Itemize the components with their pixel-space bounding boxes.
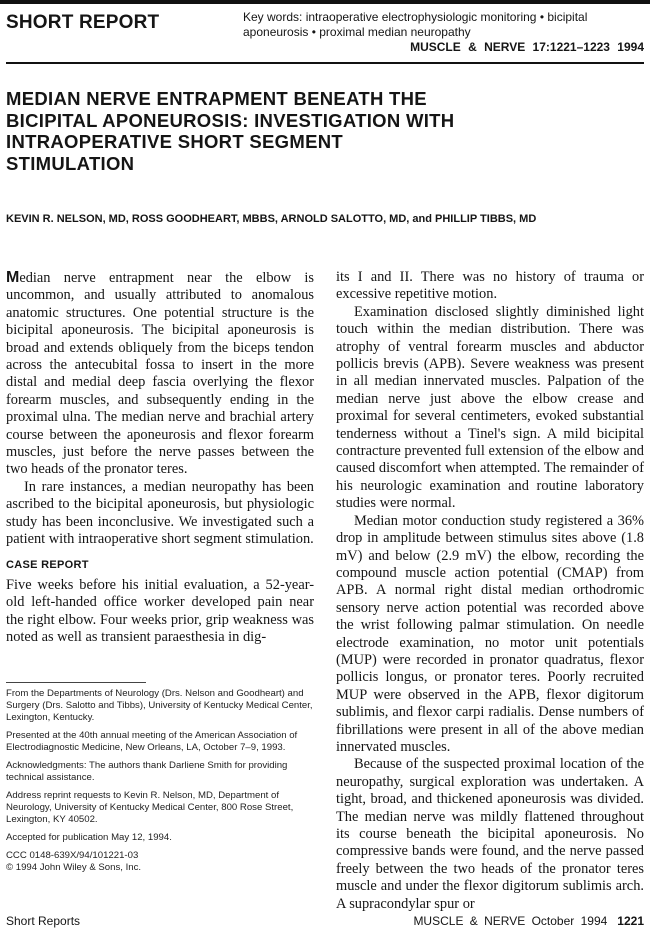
article-title: MEDIAN NERVE ENTRAPMENT BENEATH THE BICIPITAL APONEUROSIS: INVESTIGATION WITH INTRAOPERATIVE SHORT SEGMENT STIMULATION <box>6 88 455 174</box>
footnote-accepted: Accepted for publication May 12, 1994. <box>6 832 172 843</box>
drop-cap: M <box>6 269 20 286</box>
footnote-reprints: Address reprint requests to Kevin R. Nelson, MD, Department of Neurology, University of Kentucky Medical Center, 800 Rose Street, Lexington, KY 40502. <box>6 790 294 825</box>
right-column <box>336 269 644 913</box>
header-rule <box>6 62 644 64</box>
footnote-presented: Presented at the 40th annual meeting of the American Association of Electrodiagnostic Medicine, New Orleans, LA, October 7–9, 1993. <box>6 730 298 753</box>
surgery-paragraph: Because of the suspected proximal location of the neuropathy, surgical exploration was undertaken. A tight, broad, and thickened aponeurosis was divided. The median nerve was mildly flattened throughout its course beneath the bicipital aponeurosis. No compressive bands were found, and the nerve passed freely between the two heads of the pronator teres muscle and under the flexor digitorum sublimis arch. A supracondylar spur or <box>336 756 644 912</box>
keywords: Key words: intraoperative electrophysiologic monitoring • bicipital aponeurosis • proximal median neuropathy <box>243 10 588 39</box>
footnote-ccc: CCC 0148-639X/94/101221-03 <box>6 850 139 861</box>
case-paragraph: Five weeks before his initial evaluation, a 52-year-old left-handed office worker developed pain near the right elbow. Four weeks prior, grip weakness was noted as well as transient paraesthesia in dig- <box>6 576 314 646</box>
intro-paragraph-2: In rare instances, a median neuropathy has been ascribed to the bicipital aponeurosis, but physiologic study has been inconclusive. We investigated such a patient with intraoperative short segment stimulation. <box>6 478 314 548</box>
author-list: KEVIN R. NELSON, MD, ROSS GOODHEART, MBBS, ARNOLD SALOTTO, MD, and PHILLIP TIBBS, MD <box>6 213 537 225</box>
journal-citation: MUSCLE & NERVE 17:1221–1223 1994 <box>410 40 644 54</box>
footer-journal <box>413 914 644 928</box>
page-number: 1221 <box>617 914 644 928</box>
intro-text: edian nerve entrapment near the elbow is uncommon, and usually attributed to anomalous anatomic structures. One potential structure is the bicipital aponeurosis. The bicipital aponeurosis is broad and extends obliquely from the biceps tendon across the antecubital fossa to insert in the more distal and medial deep fascia overlying the flexor forearm muscles, and subsequently ending in the proximal ulna. The median nerve and brachial artery course between the aponeurosis and flexor forearm muscles, just before the nerve passes between the two heads of the pronator teres. <box>6 270 314 478</box>
left-column <box>6 269 314 647</box>
top-rule <box>0 0 650 4</box>
examination-paragraph: Examination disclosed slightly diminished light touch within the median distribution. There was atrophy of ventral forearm muscles and abductor pollicis brevis (APB). Severe weakness was present in all median innervated muscles. Palpation of the median nerve just above the elbow crease and proximal for several centimeters, evoked substantial tenderness without a Tinel's sign. A mild bicipital contracture prevented full extension of the elbow and caused discomfort when attempted. The remainder of his neurologic examination and routine laboratory studies were normal. <box>336 303 644 512</box>
section-heading-case-report: CASE REPORT <box>6 558 89 571</box>
footnote-rule <box>6 682 146 683</box>
footnote-affiliation: From the Departments of Neurology (Drs. Nelson and Goodheart) and Surgery (Drs. Salotto and Tibbs), University of Kentucky Medical Center, Lexington, Kentucky. <box>6 688 313 723</box>
footer-journal-date: MUSCLE & NERVE October 1994 <box>413 914 608 928</box>
intro-paragraph <box>6 269 314 479</box>
footnotes <box>6 688 314 880</box>
footnote-copyright: © 1994 John Wiley & Sons, Inc. <box>6 862 142 873</box>
conduction-paragraph: Median motor conduction study registered a 36% drop in amplitude between stimulus sites above (1.8 mV) and below (2.9 mV) the elbow, recording the compound muscle action potential (CMAP) from APB. A normal right distal median orthodromic sensory nerve action potential was recorded above the wrist following palmar stimulation. On needle electrode examination, no motor unit potentials (MUP) were recorded in pronator quadratus, flexor pollicis longus, or pronator teres. Poorly recruited MUP were observed in the APB, flexor digitorum sublimis, and flexor carpi radialis. Dense numbers of fibrillations were present in all of the above median innervated muscles. <box>336 512 644 755</box>
case-paragraph-continued: its I and II. There was no history of trauma or excessive repetitive motion. <box>336 269 644 303</box>
footer-section-name: Short Reports <box>6 914 81 928</box>
footnote-acknowledgments: Acknowledgments: The authors thank Darliene Smith for providing technical assistance. <box>6 760 288 783</box>
section-label: SHORT REPORT <box>6 12 160 33</box>
